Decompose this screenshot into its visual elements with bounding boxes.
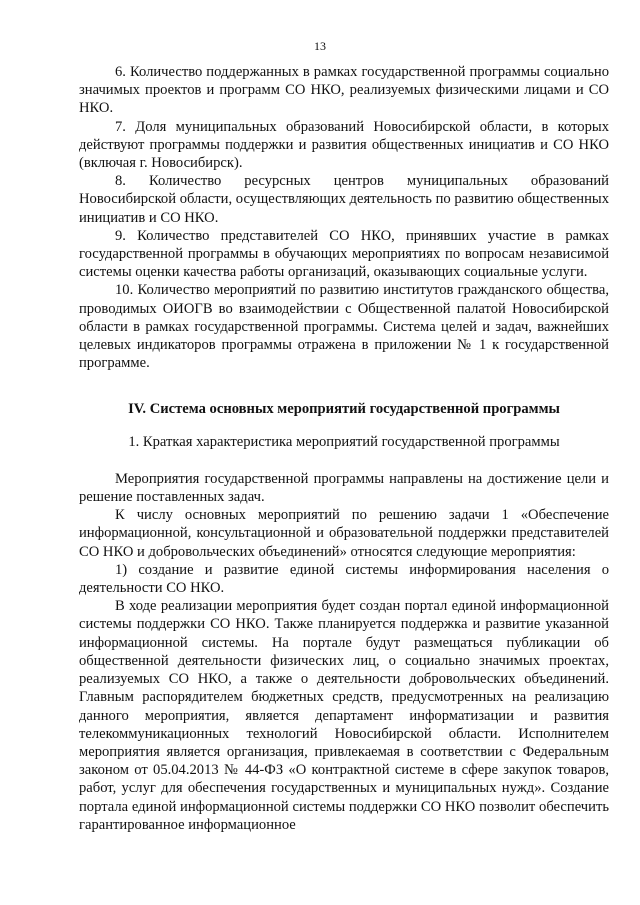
indicator-item-6: 6. Количество поддержанных в рамках государственной программы социально значимых проектов и программ СО НКО, реализуемых физическими лицами и СО НКО.: [79, 64, 609, 117]
page-number: 13: [314, 39, 326, 53]
indicator-item-10: 10. Количество мероприятий по развитию институтов гражданского общества, проводимых ОИОГВ во взаимодействии с Общественной палатой Новосибирской области в рамках государственной программы. Система целей и задач, важнейших целевых индикаторов программы отражена в приложении № 1 к государственной программе.: [79, 282, 609, 372]
body-paragraph-2: К числу основных мероприятий по решению задачи 1 «Обеспечение информационной, консультационной и образовательной поддержки представителей СО НКО и добровольческих объединений» относятся следующие мероприятия:: [79, 507, 609, 560]
indicator-item-8: 8. Количество ресурсных центров муниципальных образований Новосибирской области, осуществляющих деятельность по развитию общественных инициатив и СО НКО.: [79, 173, 609, 226]
page-content: [79, 63, 609, 834]
section-heading: IV. Система основных мероприятий государственной программы: [128, 401, 560, 418]
body-paragraph-3: 1) создание и развитие единой системы информирования населения о деятельности СО НКО.: [79, 561, 609, 597]
subsection-heading: 1. Краткая характеристика мероприятий государственной программы: [128, 433, 560, 450]
body-paragraph-1: Мероприятия государственной программы направлены на достижение цели и решение поставленных задач.: [79, 470, 609, 506]
indicator-item-7: 7. Доля муниципальных образований Новосибирской области, в которых действуют программы поддержки и развития общественных инициатив и СО НКО (включая г. Новосибирск).: [79, 118, 609, 172]
indicator-item-9: 9. Количество представителей СО НКО, принявших участие в рамках государственной программы в обучающих мероприятиях по вопросам независимой системы оценки качества работы организаций, оказывающих социальные услуги.: [79, 227, 609, 281]
body-paragraph-4: В ходе реализации мероприятия будет создан портал единой информационной системы поддержки СО НКО. Также планируется поддержка и развитие указанной информационной системы. На портале будут размещаться публикации об общественной деятельности физических лиц, о социально значимых проектах, реализуемых СО НКО, а также о деятельности добровольческих объединений. Главным распорядителем бюджетных средств, предусмотренных на реализацию данного мероприятия, является департамент информатизации и развития телекоммуникационных технологий Новосибирской области. Исполнителем мероприятия является организация, привлекаемая в соответствии с Федеральным законом от 05.04.2013 № 44-ФЗ «О контрактной системе в сфере закупок товаров, работ, услуг для обеспечения государственных и муниципальных нужд». Создание портала единой информационной системы поддержки СО НКО позволит обеспечить гарантированное информационное: [79, 598, 609, 833]
